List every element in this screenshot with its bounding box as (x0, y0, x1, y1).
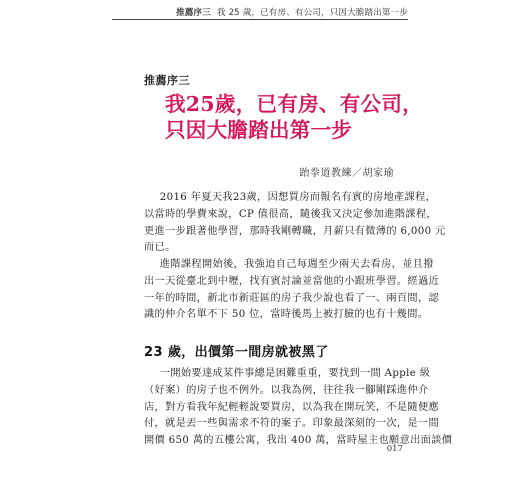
header-rule (112, 19, 408, 20)
section-heading: 23 歲，出價第一間房就被黑了 (144, 345, 329, 360)
chapter-title-line: 我25歲，已有房、有公司， (165, 92, 423, 116)
paragraph-line: 進階課程開始後，我強迫自己每週至少兩天去看房，並且撥 (159, 259, 434, 270)
running-header (176, 6, 408, 18)
paragraph-line: 開價 650 萬的五樓公寓，我出 400 萬，當時屋主也願意出面談價 (144, 435, 453, 447)
body-paragraph (144, 190, 446, 257)
paragraph-line: 一開始要達成某件事總是困難重重，要找到一間 Apple 級 (159, 368, 431, 379)
paragraph-line: （好案）的房子也不例外。以我為例，往往我一腳剛踩進仲介 (144, 384, 429, 396)
body-paragraph (144, 257, 440, 324)
page-number: 017 (386, 444, 403, 454)
paragraph-line: 而已。 (144, 242, 176, 254)
author-byline: 跆拳道教練／胡家瑜 (299, 168, 394, 179)
paragraph-line: 店，對方看我年紀輕輕說要買房，以為我在開玩笑，不是隨便應 (144, 401, 440, 413)
chapter-title-line: 只因大膽踏出第一步 (165, 118, 353, 142)
paragraph-line: 更進一步跟著他學習，那時我剛轉職，月薪只有微薄的 6,000 元 (144, 225, 446, 237)
paragraph-line: 2016 年夏天我23歲，因想買房而報名有賓的房地產課程， (159, 192, 437, 203)
preface-label: 推薦序三 (144, 74, 190, 87)
paragraph-line: 以當時的學費來說，CP 值很高，隨後我又決定參加進階課程， (144, 208, 437, 220)
chapter-title (165, 91, 423, 143)
paragraph-line: 付，就是丟一些與需求不符的案子。印象最深刻的一次，是一間 (144, 418, 440, 430)
paragraph-line: 出一天從臺北到中壢，找有賓討論並當他的小跟班學習。經過近 (144, 275, 440, 287)
running-header-section: 推薦序三 (176, 8, 211, 18)
paragraph-line: 識的仲介名單不下 50 位，當時後馬上被打臉的也有十幾間。 (144, 309, 429, 321)
paragraph-line: 一年的時間，新北市新莊區的房子我少說也看了一、兩百間，認 (144, 292, 440, 304)
running-header-title: 我 25 歲，已有房、有公司，只因大膽踏出第一步 (216, 8, 408, 18)
